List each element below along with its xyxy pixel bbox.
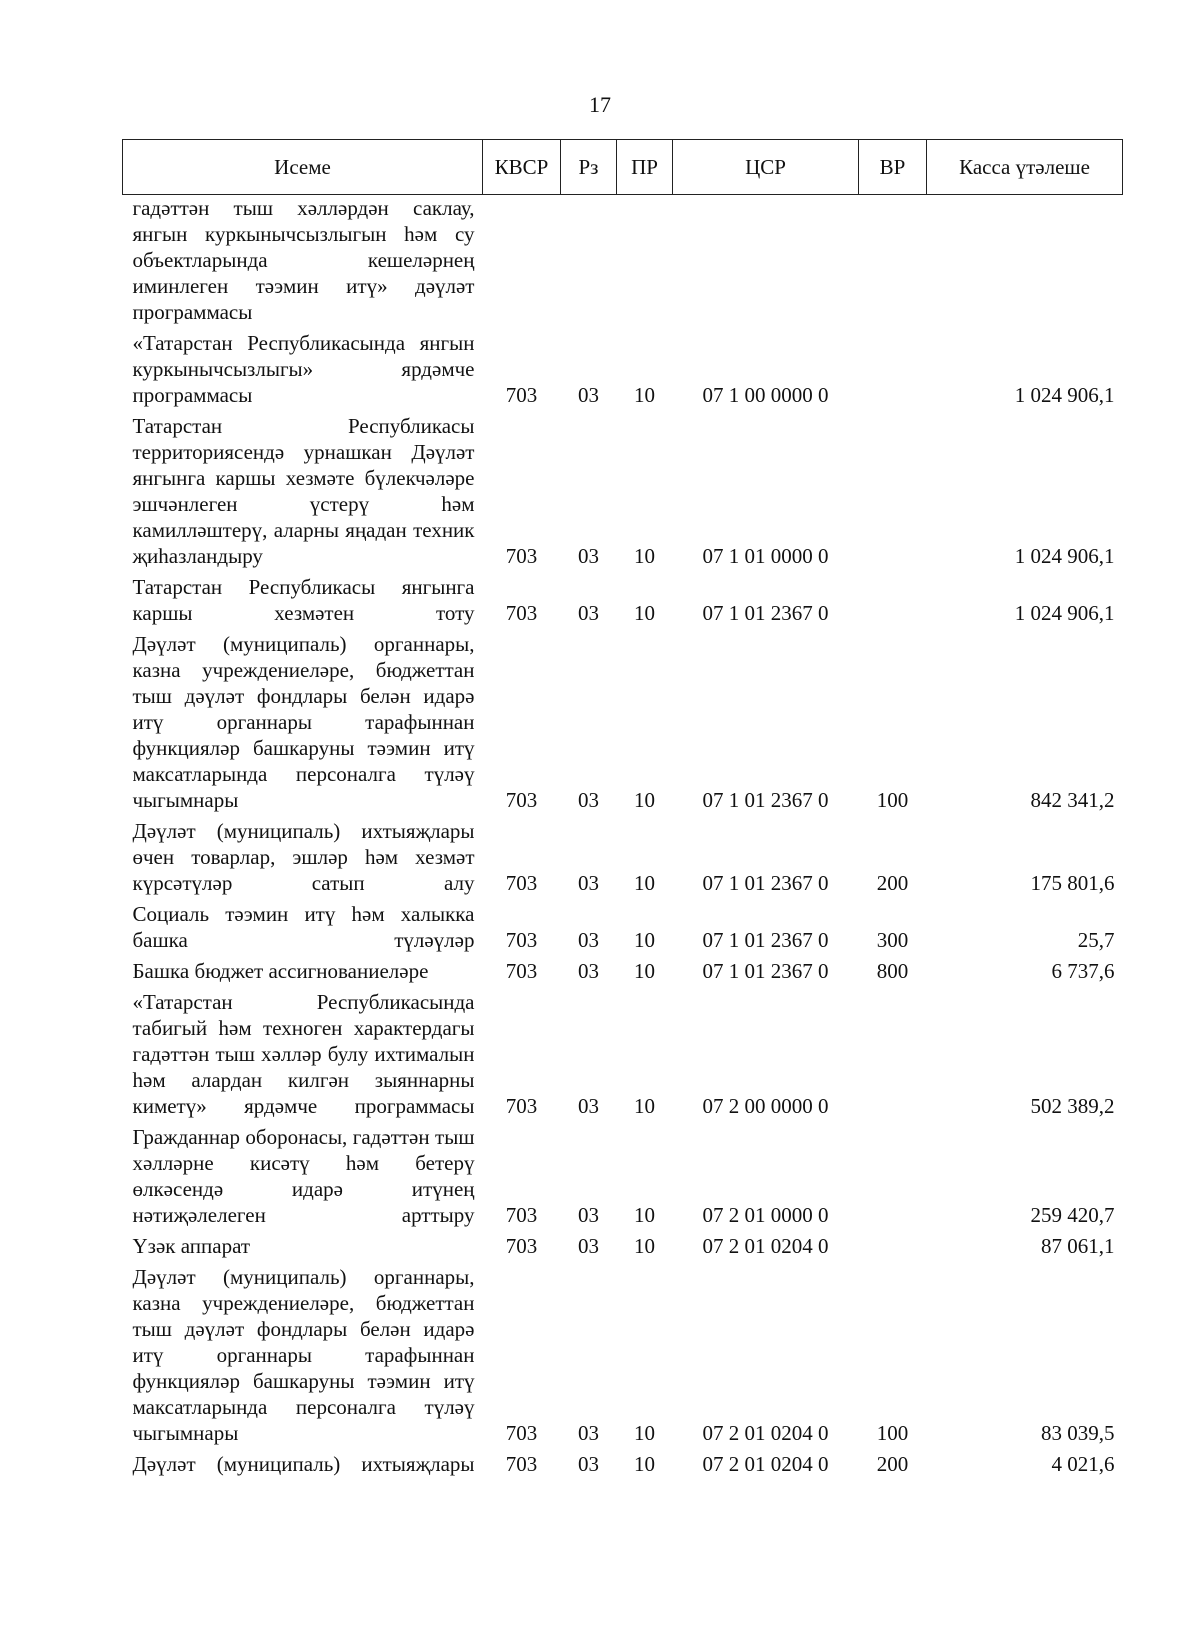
- row-pr: [617, 195, 673, 329]
- row-pr: 10: [634, 959, 655, 983]
- row-amount: 842 341,2: [1030, 788, 1115, 812]
- table-row: [123, 1262, 1123, 1449]
- column-header-name: Исеме: [123, 140, 483, 195]
- row-name: Дәүләт (муниципаль) органнары, казна учреждениеләре, бюджеттан тыш дәүләт фондлары белән идарә итү органнары тарафыннан функцияләр башкаруны тәэмин итү максатларында персоналга түләү чыгымнары: [132, 632, 475, 812]
- row-name: гадәттән тыш хәлләрдән саклау, янгын куркынычсызлыгын һәм су объектларында кешеләрнең иминлеген тәэмин итү» дәүләт программасы: [132, 196, 475, 324]
- row-vr: 200: [876, 871, 909, 895]
- row-vr: 100: [876, 788, 909, 812]
- row-amount: 83 039,5: [1041, 1421, 1115, 1445]
- table-header-row: [123, 140, 1123, 195]
- row-vr: 200: [876, 1452, 909, 1476]
- row-csr: 07 1 01 2367 0: [702, 601, 829, 625]
- row-vr: 100: [876, 1421, 909, 1445]
- row-rz: 03: [578, 383, 599, 407]
- table-row: [123, 195, 1123, 329]
- row-name: Татарстан Республикасы территориясендә урнашкан Дәүләт янгынга каршы хезмәте бүлекчәләре эшчәнлеген үстерү һәм камилләштерү, аларны яңадан техник җиһазландыру: [132, 414, 475, 568]
- row-csr: 07 2 01 0204 0: [702, 1234, 829, 1258]
- row-rz: 03: [578, 1094, 599, 1118]
- row-name: Дәүләт (муниципаль) органнары, казна учреждениеләре, бюджеттан тыш дәүләт фондлары белән идарә итү органнары тарафыннан функцияләр башкаруны тәэмин итү максатларында персоналга түләү чыгымнары: [132, 1265, 475, 1445]
- row-name: Башка бюджет ассигнованиеләре: [132, 959, 429, 983]
- column-header-amount: Касса үтәлеше: [927, 140, 1123, 195]
- row-pr: 10: [634, 1421, 655, 1445]
- row-amount: 502 389,2: [1030, 1094, 1115, 1118]
- row-pr: 10: [634, 928, 655, 952]
- row-pr: 10: [634, 601, 655, 625]
- row-vr: [859, 195, 927, 329]
- row-name: Социаль тәэмин итү һәм халыкка башка түләүләр: [132, 902, 475, 952]
- row-vr: [859, 1231, 927, 1262]
- row-amount: 6 737,6: [1051, 959, 1115, 983]
- row-pr: 10: [634, 1203, 655, 1227]
- table-row: [123, 1449, 1123, 1480]
- row-kvsr: 703: [505, 1203, 538, 1227]
- row-kvsr: 703: [505, 959, 538, 983]
- row-pr: 10: [634, 788, 655, 812]
- row-csr: 07 1 01 2367 0: [702, 928, 829, 952]
- column-header-pr: ПР: [617, 140, 673, 195]
- row-name: Дәүләт (муниципаль) ихтыяҗлары өчен товарлар, эшләр һәм хезмәт күрсәтүләр сатып алу: [132, 819, 475, 895]
- row-vr: [859, 411, 927, 572]
- row-name: «Татарстан Республикасында янгын куркынычсызлыгы» ярдәмче программасы: [132, 331, 475, 407]
- row-rz: 03: [578, 959, 599, 983]
- row-rz: 03: [578, 544, 599, 568]
- row-pr: 10: [634, 1094, 655, 1118]
- table-row: [123, 1231, 1123, 1262]
- row-rz: 03: [578, 601, 599, 625]
- row-pr: 10: [634, 871, 655, 895]
- row-amount: 87 061,1: [1041, 1234, 1115, 1258]
- row-kvsr: 703: [505, 928, 538, 952]
- row-kvsr: 703: [505, 788, 538, 812]
- row-rz: 03: [578, 871, 599, 895]
- row-rz: 03: [578, 928, 599, 952]
- row-csr: 07 2 01 0204 0: [702, 1452, 829, 1476]
- row-kvsr: 703: [505, 383, 538, 407]
- row-rz: 03: [578, 1234, 599, 1258]
- row-name: Гражданнар оборонасы, гадәттән тыш хәлләрне кисәтү һәм бетерү өлкәсендә идарә итүнең нәтиҗәлелеген арттыру: [132, 1125, 475, 1227]
- row-amount: 1 024 906,1: [1014, 601, 1115, 625]
- row-pr: 10: [634, 383, 655, 407]
- row-csr: 07 1 01 2367 0: [702, 959, 829, 983]
- row-vr: [859, 987, 927, 1122]
- row-pr: 10: [634, 1234, 655, 1258]
- row-rz: 03: [578, 1452, 599, 1476]
- row-csr: 07 1 01 0000 0: [702, 544, 829, 568]
- row-pr: 10: [634, 1452, 655, 1476]
- budget-table: [122, 139, 1123, 1480]
- row-vr: 800: [876, 959, 909, 983]
- row-kvsr: 703: [505, 544, 538, 568]
- row-amount: 175 801,6: [1030, 871, 1115, 895]
- table-row: [123, 987, 1123, 1122]
- row-kvsr: 703: [505, 871, 538, 895]
- row-kvsr: 703: [505, 1421, 538, 1445]
- row-pr: 10: [634, 544, 655, 568]
- row-kvsr: 703: [505, 1234, 538, 1258]
- row-csr: [673, 195, 859, 329]
- row-name: Дәүләт (муниципаль) ихтыяҗлары: [132, 1452, 475, 1476]
- row-amount: 4 021,6: [1051, 1452, 1115, 1476]
- row-vr: [859, 1122, 927, 1231]
- column-header-csr: ЦСР: [673, 140, 859, 195]
- row-vr: 300: [876, 928, 909, 952]
- row-amount: 1 024 906,1: [1014, 544, 1115, 568]
- row-name: Татарстан Республикасы янгынга каршы хезмәтен тоту: [132, 575, 475, 625]
- row-kvsr: 703: [505, 1452, 538, 1476]
- row-name: Үзәк аппарат: [132, 1234, 251, 1258]
- table-row: [123, 629, 1123, 816]
- column-header-vr: ВР: [859, 140, 927, 195]
- row-csr: 07 1 00 0000 0: [702, 383, 829, 407]
- row-name: «Татарстан Республикасында табигый һәм техноген характердагы гадәттән тыш хәлләр булу ихтималын һәм алардан килгән зыяннарны киметү» ярдәмче программасы: [132, 990, 475, 1118]
- page-number: 17: [589, 92, 611, 117]
- table-row: [123, 816, 1123, 899]
- row-amount: 25,7: [1077, 928, 1115, 952]
- row-csr: 07 1 01 2367 0: [702, 788, 829, 812]
- table-row: [123, 572, 1123, 629]
- table-row: [123, 411, 1123, 572]
- row-vr: [859, 572, 927, 629]
- table-row: [123, 1122, 1123, 1231]
- row-csr: 07 2 01 0000 0: [702, 1203, 829, 1227]
- row-kvsr: 703: [505, 1094, 538, 1118]
- table-row: [123, 956, 1123, 987]
- row-rz: 03: [578, 1421, 599, 1445]
- row-rz: 03: [578, 1203, 599, 1227]
- row-kvsr: 703: [505, 601, 538, 625]
- row-rz: 03: [578, 788, 599, 812]
- row-kvsr: [483, 195, 561, 329]
- row-rz: [561, 195, 617, 329]
- row-amount: 259 420,7: [1030, 1203, 1115, 1227]
- row-amount: [927, 195, 1123, 329]
- row-vr: [859, 328, 927, 411]
- table-row: [123, 328, 1123, 411]
- column-header-rz: Рз: [561, 140, 617, 195]
- row-csr: 07 2 01 0204 0: [702, 1421, 829, 1445]
- row-amount: 1 024 906,1: [1014, 383, 1115, 407]
- row-csr: 07 2 00 0000 0: [702, 1094, 829, 1118]
- row-csr: 07 1 01 2367 0: [702, 871, 829, 895]
- table-row: [123, 899, 1123, 956]
- column-header-kvsr: КВСР: [483, 140, 561, 195]
